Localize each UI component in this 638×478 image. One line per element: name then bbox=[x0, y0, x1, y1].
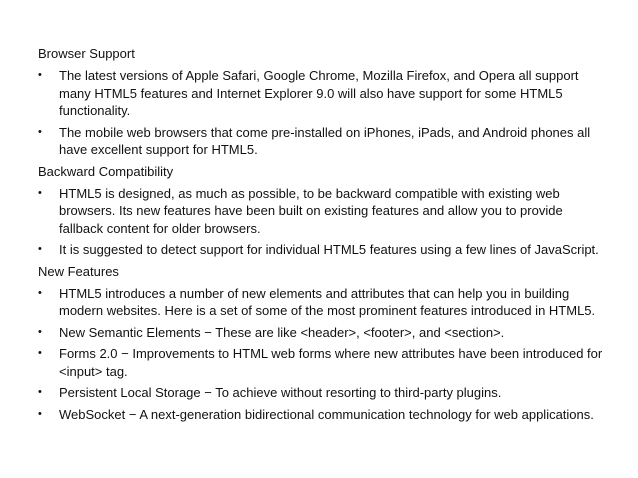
bullet-item bbox=[38, 345, 610, 380]
bullet-list-new-features bbox=[38, 285, 610, 424]
bullet-icon: • bbox=[38, 186, 42, 199]
section-heading-new-features: New Features bbox=[38, 263, 119, 279]
bullet-icon: • bbox=[38, 125, 42, 138]
bullet-list-backward-compatibility bbox=[38, 185, 610, 259]
bullet-icon: • bbox=[38, 243, 42, 255]
bullet-text: The latest versions of Apple Safari, Google Chrome, Mozilla Firefox, and Opera all support many HTML5 features and Internet Explorer 9.0 will also have support for some HTML5 functionality. bbox=[59, 68, 579, 118]
bullet-icon: • bbox=[38, 407, 42, 420]
bullet-item bbox=[38, 384, 610, 402]
bullet-text: HTML5 introduces a number of new elements and attributes that can help you in building modern websites. Here is a set of some of the most prominent features introduced in HTML5. bbox=[59, 285, 596, 318]
bullet-icon: • bbox=[38, 69, 42, 81]
bullet-item bbox=[38, 124, 610, 159]
bullet-item bbox=[38, 241, 610, 259]
bullet-text: WebSocket − A next-generation bidirectional communication technology for web applications. bbox=[59, 406, 594, 422]
bullet-text: HTML5 is designed, as much as possible, to be backward compatible with existing web browsers. Its new features have been built on existing features and allow you to provide fallback content for older browsers. bbox=[59, 185, 563, 236]
bullet-icon: • bbox=[38, 347, 42, 359]
bullet-text: The mobile web browsers that come pre-installed on iPhones, iPads, and Android phones all have excellent support for HTML5. bbox=[59, 124, 591, 157]
bullet-icon: • bbox=[38, 325, 42, 338]
bullet-icon: • bbox=[38, 386, 42, 398]
slide-content bbox=[38, 45, 610, 427]
bullet-item bbox=[38, 324, 610, 342]
bullet-text: Forms 2.0 − Improvements to HTML web forms where new attributes have been introduced for <input> tag. bbox=[59, 346, 603, 379]
section-heading-backward-compatibility: Backward Compatibility bbox=[38, 163, 174, 179]
bullet-icon: • bbox=[38, 286, 42, 299]
section-heading-browser-support: Browser Support bbox=[38, 46, 135, 61]
bullet-item bbox=[38, 406, 610, 424]
bullet-item bbox=[38, 285, 610, 320]
bullet-item bbox=[38, 185, 610, 238]
bullet-text: New Semantic Elements − These are like <header>, <footer>, and <section>. bbox=[59, 324, 505, 340]
bullet-text: Persistent Local Storage − To achieve without resorting to third-party plugins. bbox=[59, 385, 502, 400]
bullet-list-browser-support bbox=[38, 67, 610, 159]
bullet-text: It is suggested to detect support for individual HTML5 features using a few lines of JavaScript. bbox=[59, 242, 599, 257]
bullet-item bbox=[38, 67, 610, 120]
